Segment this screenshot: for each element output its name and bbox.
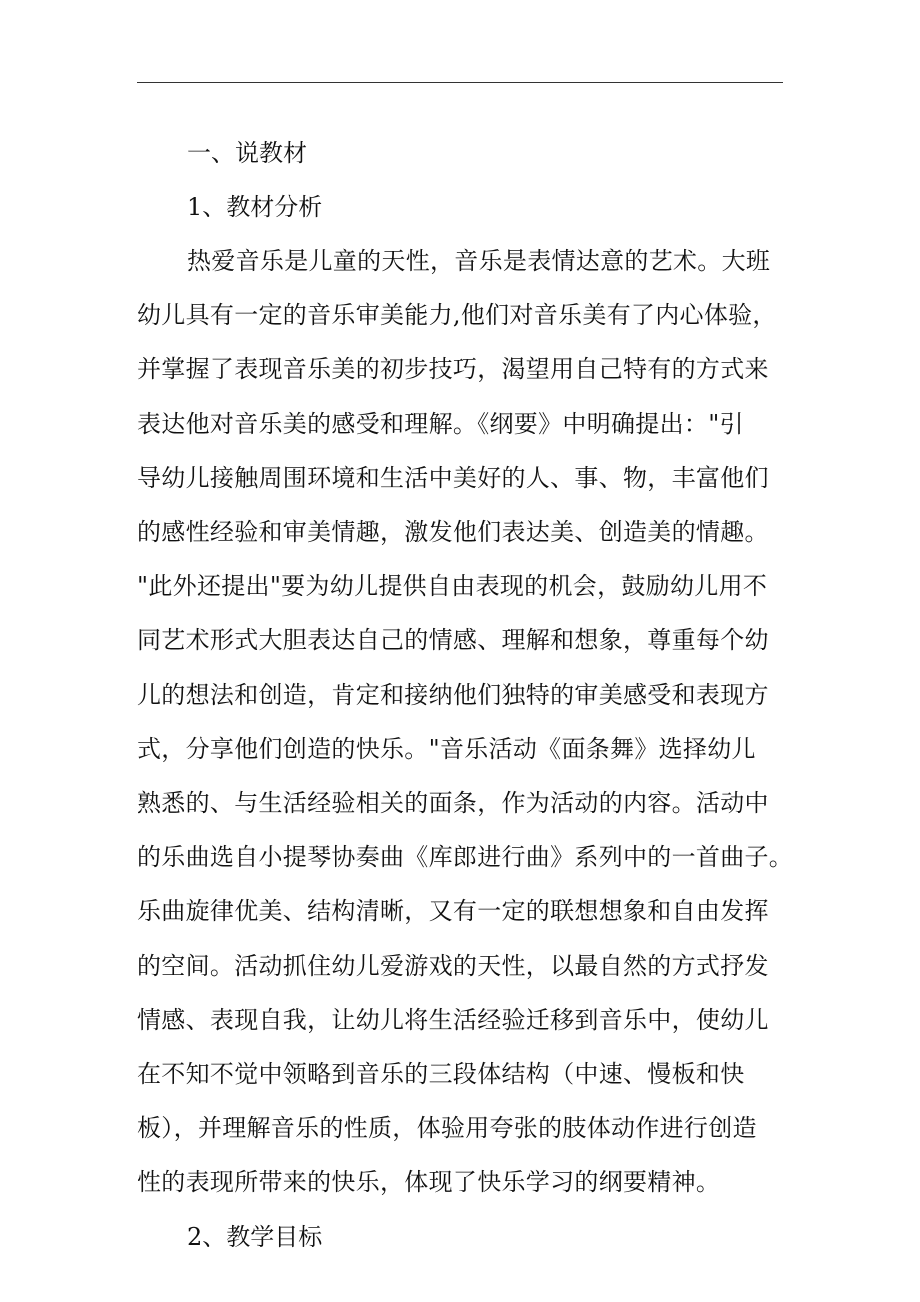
paragraph-line: 表达他对音乐美的感受和理解。《纲要》中明确提出："引: [137, 409, 744, 438]
paragraph-line: 热爱音乐是儿童的天性，音乐是表情达意的艺术。大班: [187, 247, 771, 275]
paragraph-line: 情感、表现自我，让幼儿将生活经验迁移到音乐中，使幼儿: [137, 1005, 769, 1034]
header-rule: [137, 82, 783, 83]
paragraph-line: 并掌握了表现音乐美的初步技巧，渴望用自己特有的方式来: [137, 355, 769, 384]
paragraph-line: 同艺术形式大胆表达自己的情感、理解和想象，尊重每个幼: [137, 626, 769, 655]
paragraph-line: "此外还提出"要为幼儿提供自由表现的机会，鼓励幼儿用不: [137, 572, 768, 601]
paragraph-line: 熟悉的、与生活经验相关的面条，作为活动的内容。活动中: [137, 789, 769, 818]
paragraph-line: 儿的想法和创造，肯定和接纳他们独特的审美感受和表现方: [137, 680, 769, 709]
paragraph-line: 在不知不觉中领略到音乐的三段体结构（中速、慢板和快: [137, 1060, 745, 1089]
paragraph-line: 的乐曲选自小提琴协奏曲《库郎进行曲》系列中的一首曲子。: [137, 843, 794, 872]
paragraph-line: 的感性经验和审美情趣，激发他们表达美、创造美的情趣。: [137, 518, 769, 547]
subheading-textbook-analysis: 1、教材分析: [187, 193, 323, 221]
paragraph-line: 板），并理解音乐的性质，体验用夸张的肢体动作进行创造: [137, 1114, 757, 1143]
paragraph-line: 式，分享他们创造的快乐。"音乐活动《面条舞》选择幼儿: [137, 734, 756, 763]
paragraph-line: 性的表现所带来的快乐，体现了快乐学习的纲要精神。: [137, 1168, 721, 1197]
paragraph-line: 导幼儿接触周围环境和生活中美好的人、事、物，丰富他们: [137, 463, 769, 492]
paragraph-line: 乐曲旋律优美、结构清晰，又有一定的联想想象和自由发挥: [137, 897, 769, 926]
paragraph-line: 的空间。活动抓住幼儿爱游戏的天性，以最自然的方式抒发: [137, 951, 769, 980]
paragraph-line: 幼儿具有一定的音乐审美能力,他们对音乐美有了内心体验，: [137, 301, 777, 330]
analysis-paragraph: [137, 234, 794, 1210]
subheading-teaching-goals: 2、教学目标: [187, 1222, 323, 1251]
section-heading: 一、说教材: [187, 139, 307, 167]
document-body: [137, 126, 794, 1264]
